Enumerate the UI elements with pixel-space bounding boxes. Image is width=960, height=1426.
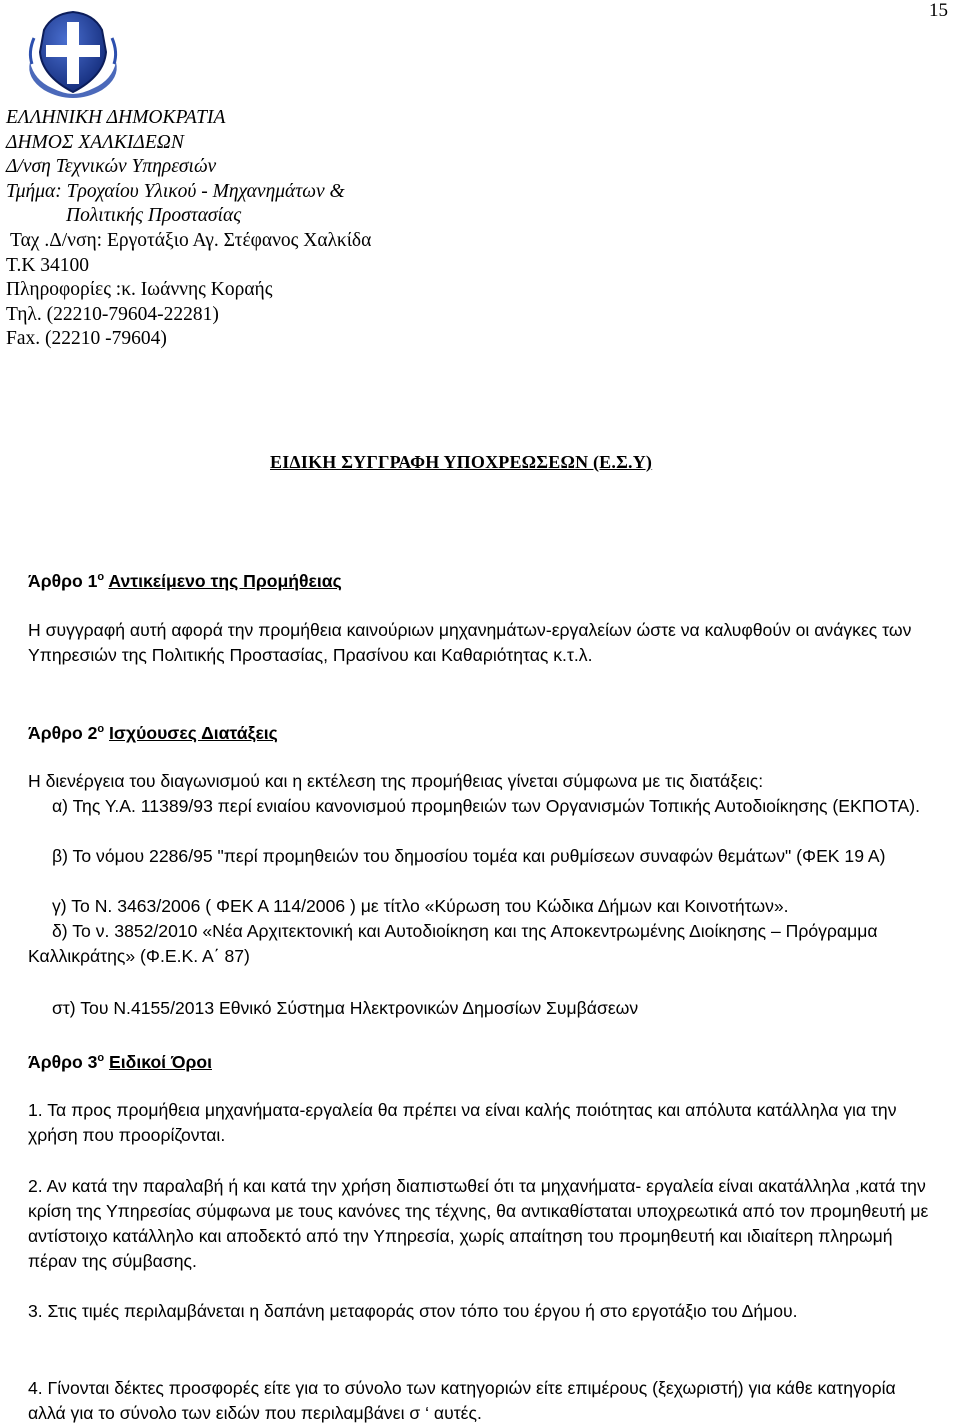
article-2-item-d-text: δ) Το ν. 3852/2010 «Νέα Αρχιτεκτονική και Αυτοδιοίκηση και της Αποκεντρωμένης Διοίκησης – Πρόγραμμα Καλλικράτης» (Φ.Ε.Κ. Α΄ 87) bbox=[28, 921, 878, 966]
article-2-prefix: Άρθρο 2 bbox=[28, 722, 98, 743]
letterhead bbox=[6, 106, 371, 352]
greek-coat-of-arms-icon bbox=[24, 8, 122, 100]
article-2-item-c bbox=[28, 894, 938, 919]
article-1-ordinal: ο bbox=[97, 571, 105, 583]
article-3-paragraph-4: 4. Γίνονται δέκτες προσφορές είτε για το σύνολο των κατηγοριών είτε επιμέρους (ξεχωριστή) για κάθε κατηγορία αλλά για το σύνολο των ειδών που περιλαμβάνει σ ‘ αυτές. bbox=[28, 1378, 896, 1423]
letterhead-address: Ταχ .Δ/νση: Εργοτάξιο Αγ. Στέφανος Χαλκίδα bbox=[10, 229, 372, 251]
article-1-title: Αντικείμενο της Προμήθειας bbox=[108, 570, 342, 591]
article-1-heading bbox=[28, 565, 938, 594]
article-3-paragraph-3: 3. Στις τιμές περιλαμβάνεται η δαπάνη μεταφοράς στον τόπο του έργου ή στο εργοτάξιο του Δήμου. bbox=[28, 1301, 798, 1321]
article-3-paragraph-2: 2. Αν κατά την παραλαβή ή και κατά την χρήση διαπιστωθεί ότι τα μηχανήματα- εργαλεία είναι ακατάλληλα ,κατά την κρίση της Υπηρεσίας σύμφωνα με τους κανόνες της τέχνης, θα αντικαθίσταται υποχρεωτικά από τον προμηθευτή με αντίστοιχο κατάλληλο και αποδεκτό από την Υπηρεσία, χωρίς απαίτηση του προμηθευτή και ιδιαίτερη πληρωμή πέραν της σύμβασης. bbox=[28, 1176, 929, 1271]
article-2-title: Ισχύουσες Διατάξεις bbox=[109, 722, 278, 743]
letterhead-contact-person: Πληροφορίες :κ. Ιωάννης Κοραής bbox=[6, 279, 273, 301]
article-1-text: Η συγγραφή αυτή αφορά την προμήθεια καινούριων μηχανημάτων-εργαλείων ώστε να καλυφθούν οι ανάγκες των Υπηρεσιών της Πολιτικής Προστασίας, Πρασίνου και Καθαριότητας κ.τ.λ. bbox=[28, 620, 912, 665]
article-2-intro: Η διενέργεια του διαγωνισμού και η εκτέλεση της προμήθειας γίνεται σύμφωνα με τις διατάξεις: bbox=[28, 771, 764, 791]
article-3-paragraph-1: 1. Τα προς προμήθεια μηχανήματα-εργαλεία θα πρέπει να είναι καλής ποιότητας και απόλυτα κατάλληλα για την χρήση που προορίζονται. bbox=[28, 1100, 897, 1145]
article-2-item-b bbox=[28, 844, 938, 869]
article-2-heading bbox=[28, 717, 938, 746]
letterhead-department: Τμήμα: Τροχαίου Υλικού - Μηχανημάτων & bbox=[6, 180, 345, 202]
article-2-item-d bbox=[28, 919, 938, 969]
article-2-item-b-text: β) Το νόμου 2286/95 "περί προμηθειών του δημοσίου τομέα και ρυθμίσεων συναφών θεμάτων" (ΦΕΚ 19 Α) bbox=[52, 846, 886, 866]
letterhead-country: ΕΛΛΗΝΙΚΗ ΔΗΜΟΚΡΑΤΙΑ bbox=[6, 107, 226, 128]
article-2-ordinal: ο bbox=[97, 723, 105, 735]
article-1-prefix: Άρθρο 1 bbox=[28, 570, 98, 591]
article-3-ordinal: ο bbox=[97, 1052, 105, 1064]
document-title: ΕΙΔΙΚΗ ΣΥΓΓΡΑΦΗ ΥΠΟΧΡΕΩΣΕΩΝ (Ε.Σ.Υ) bbox=[270, 452, 653, 472]
page-number: 15 bbox=[929, 0, 948, 21]
article-3-prefix: Άρθρο 3 bbox=[28, 1051, 98, 1072]
letterhead-fax: Fax. (22210 -79604) bbox=[6, 328, 167, 350]
letterhead-phone: Τηλ. (22210-79604-22281) bbox=[6, 303, 219, 325]
article-2-item-a-text: α) Της Υ.Α. 11389/93 περί ενιαίου κανονισμού προμηθειών των Οργανισμών Τοπικής Αυτοδιοίκησης (ΕΚΠΟΤΑ). bbox=[52, 796, 921, 816]
article-2-item-e: στ) Του Ν.4155/2013 Εθνικό Σύστημα Ηλεκτρονικών Δημοσίων Συμβάσεων bbox=[52, 998, 639, 1018]
article-2-item-c-text: γ) Το Ν. 3463/2006 ( ΦΕΚ Α 114/2006 ) με τίτλο «Κύρωση του Κώδικα Δήμων και Κοινοτήτων». bbox=[52, 896, 789, 916]
letterhead-department-cont: Πολιτικής Προστασίας bbox=[66, 205, 242, 227]
letterhead-municipality: ΔΗΜΟΣ ΧΑΛΚΙΔΕΩΝ bbox=[6, 131, 184, 153]
article-3-heading bbox=[28, 1046, 938, 1075]
letterhead-directorate: Δ/νση Τεχνικών Υπηρεσιών bbox=[6, 156, 217, 178]
letterhead-postal-code: Τ.Κ 34100 bbox=[6, 254, 90, 276]
article-2-item-a bbox=[28, 794, 938, 819]
article-3-title: Ειδικοί Όροι bbox=[109, 1051, 212, 1072]
